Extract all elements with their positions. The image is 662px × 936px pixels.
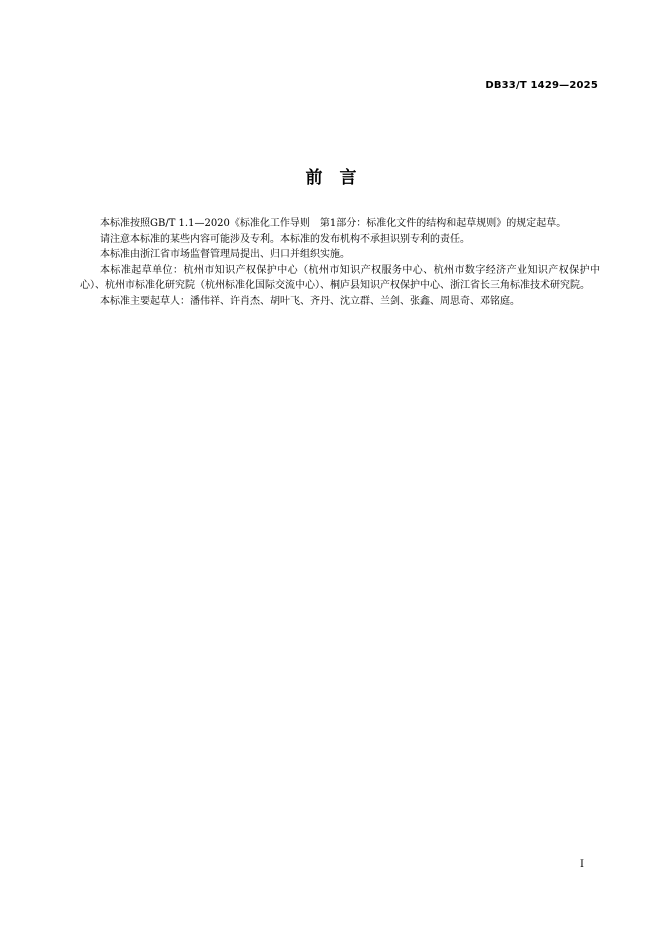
- document-number: DB33/T 1429—2025: [485, 80, 598, 91]
- foreword-body: [80, 216, 600, 309]
- paragraph-drafting-basis: 本标准按照GB/T 1.1—2020《标准化工作导则 第1部分：标准化文件的结构和起草规则》的规定起草。: [100, 218, 567, 229]
- paragraph-proposer: 本标准由浙江省市场监督管理局提出、归口并组织实施。: [100, 249, 350, 260]
- paragraph-patent-notice: 请注意本标准的某些内容可能涉及专利。本标准的发布机构不承担识别专利的责任。: [100, 233, 470, 245]
- paragraph-main-drafters: 本标准主要起草人：潘伟祥、许肖杰、胡叶飞、齐丹、沈立群、兰剑、张鑫、周思奇、邓铭庭。: [100, 295, 520, 307]
- page-number: I: [580, 859, 584, 870]
- paragraph-drafting-units: 本标准起草单位：杭州市知识产权保护中心（杭州市知识产权服务中心、杭州市数字经济产业知识产权保护中心）、杭州市标准化研究院（杭州标准化国际交流中心）、桐庐县知识产权保护中心、浙江省长三角标准技术研究院。: [80, 264, 600, 291]
- page-title: 前 言: [305, 168, 357, 188]
